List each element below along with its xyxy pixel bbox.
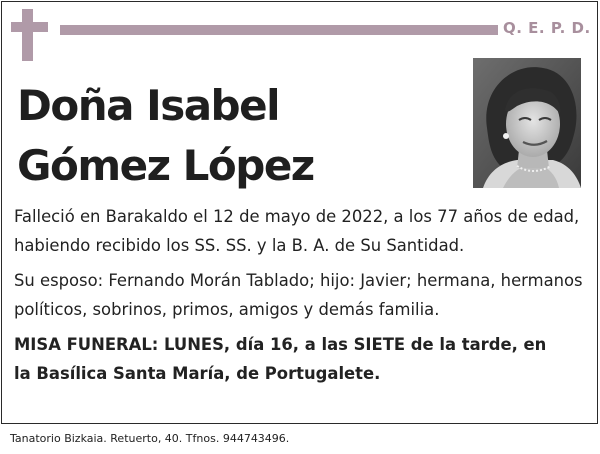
paragraph-line: políticos, sobrinos, primos, amigos y demás familia.: [14, 300, 440, 319]
paragraph-line: Su esposo: Fernando Morán Tablado; hijo: Javier; hermana, hermanos: [14, 271, 583, 290]
paragraph-line: MISA FUNERAL: LUNES, día 16, a las SIETE de la tarde, en: [14, 335, 547, 354]
paragraph-line: Falleció en Barakaldo el 12 de mayo de 2022, a los 77 años de edad,: [14, 207, 580, 226]
death-announcement-paragraph: [14, 202, 592, 260]
funeral-home-footer: Tanatorio Bizkaia. Retuerto, 40. Tfnos. 944743496.: [10, 432, 290, 445]
qepd-label: Q. E. P. D.: [503, 19, 591, 37]
paragraph-line: la Basílica Santa María, de Portugalete.: [14, 364, 381, 383]
header-divider-bar: [60, 25, 498, 35]
deceased-name-line1: Doña Isabel: [17, 81, 279, 130]
portrait-image: [473, 58, 581, 188]
deceased-name-line2: Gómez López: [17, 141, 314, 190]
funeral-mass-paragraph: [14, 330, 592, 388]
portrait-photo: [473, 58, 581, 188]
paragraph-line: habiendo recibido los SS. SS. y la B. A. de Su Santidad.: [14, 236, 465, 255]
family-paragraph: [14, 266, 592, 324]
